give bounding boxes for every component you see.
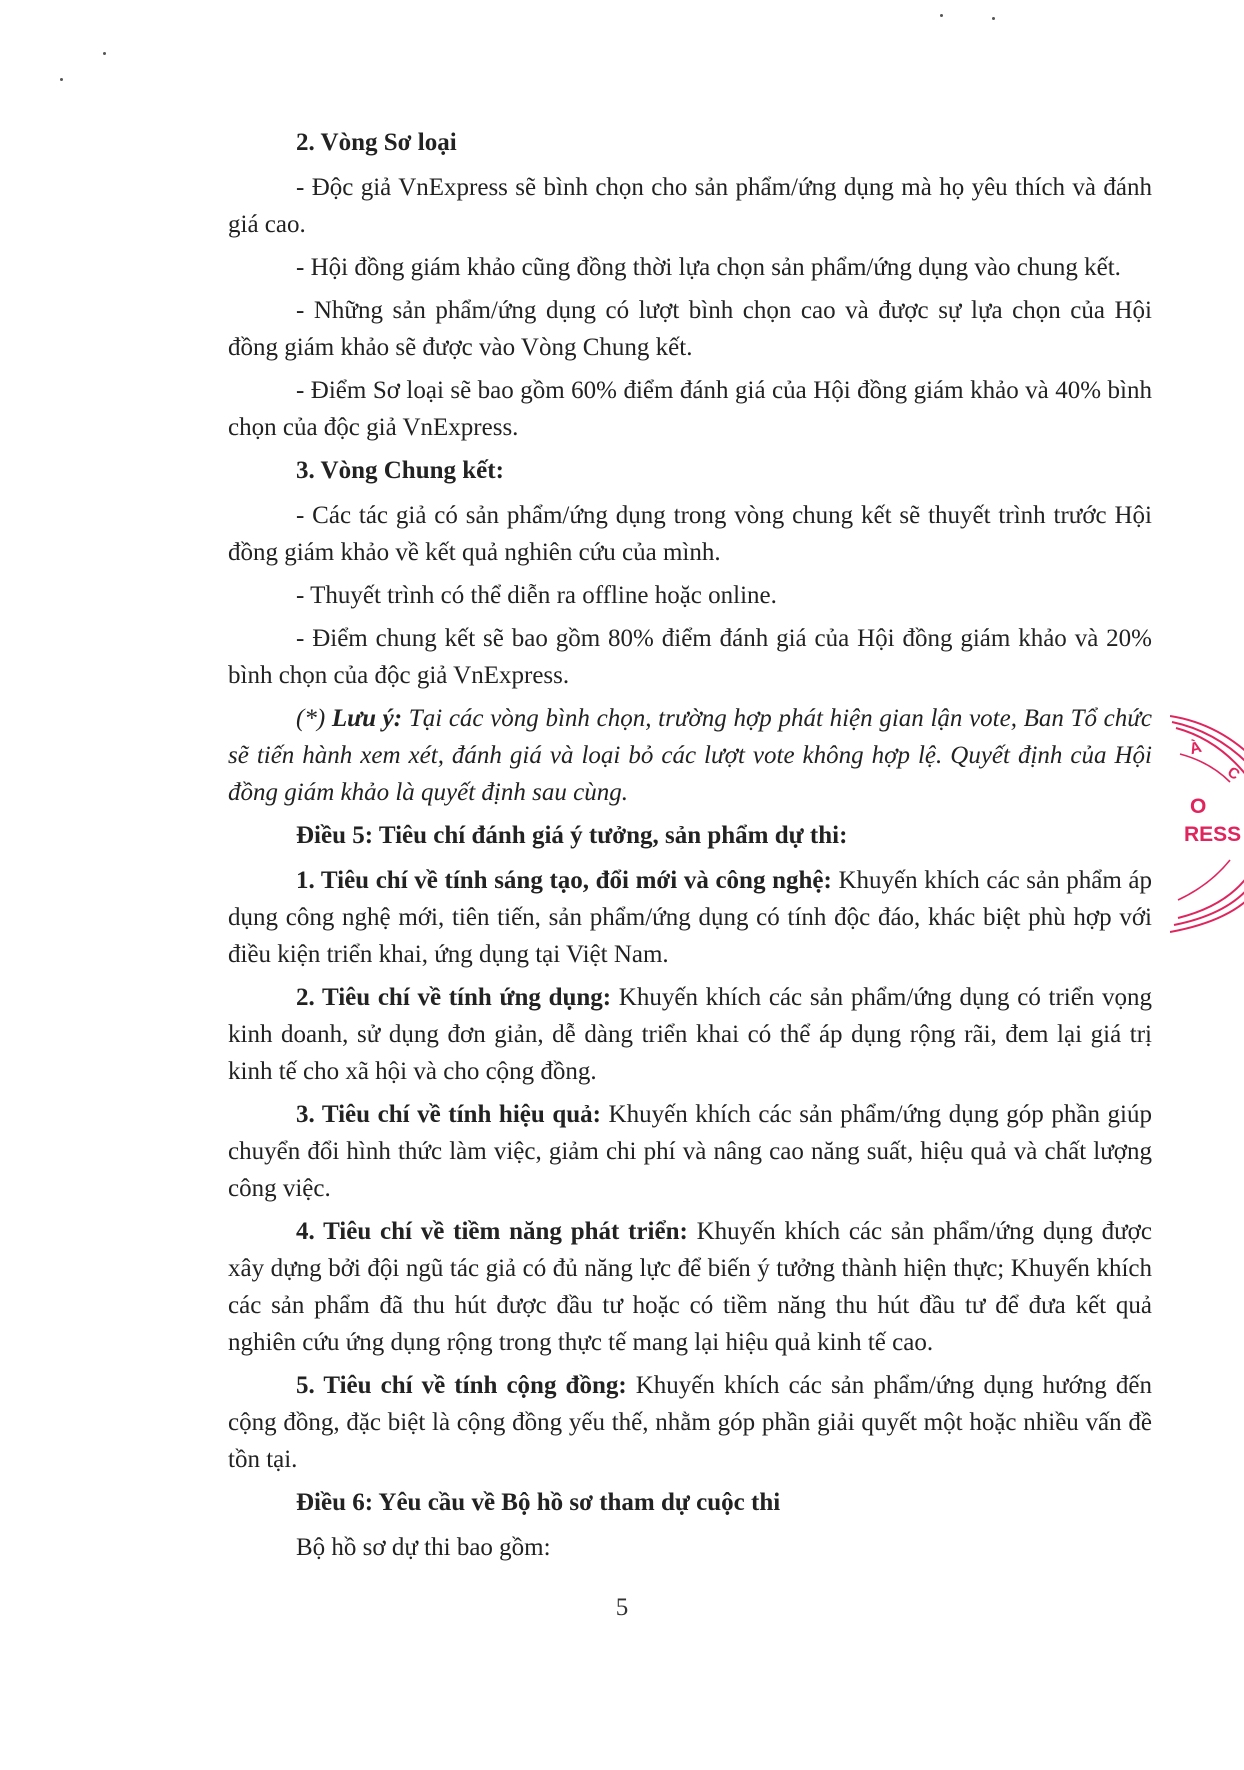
paragraph: - Hội đồng giám khảo cũng đồng thời lựa chọn sản phẩm/ứng dụng vào chung kết. — [296, 254, 1121, 281]
criterion-3 — [228, 1096, 1152, 1207]
criterion-title: 4. Tiêu chí về tiềm năng phát triển: — [296, 1218, 688, 1245]
stamp-letter: O — [1190, 795, 1207, 818]
criterion-title: 5. Tiêu chí về tính cộng đồng: — [296, 1372, 627, 1399]
stamp-letter: À — [1187, 738, 1204, 759]
note-lead: (*) — [296, 705, 332, 732]
heading-dieu-6: Điều 6: Yêu cầu về Bộ hồ sơ tham dự cuộc thi — [296, 1489, 781, 1516]
criterion-5 — [228, 1367, 1152, 1478]
heading-vong-so-loai: 2. Vòng Sơ loại — [296, 129, 457, 156]
heading-vong-chung-ket: 3. Vòng Chung kết: — [296, 457, 504, 484]
page-number: 5 — [615, 1594, 629, 1621]
criterion-4 — [228, 1213, 1152, 1361]
criterion-title: 1. Tiêu chí về tính sáng tạo, đổi mới và công nghệ: — [296, 867, 832, 894]
criterion-1 — [228, 862, 1152, 973]
stamp-word: RESS — [1184, 823, 1242, 846]
paragraph: - Độc giả VnExpress sẽ bình chọn cho sản phẩm/ứng dụng mà họ yêu thích và đánh giá cao. — [228, 174, 1152, 238]
paragraph: - Điểm chung kết sẽ bao gồm 80% điểm đánh giá của Hội đồng giám khảo và 20% bình chọn của độc giả VnExpress. — [228, 625, 1152, 689]
paragraph: - Các tác giả có sản phẩm/ứng dụng trong vòng chung kết sẽ thuyết trình trước Hội đồng giám khảo về kết quả nghiên cứu của mình. — [228, 502, 1152, 566]
scan-speck — [60, 78, 63, 81]
paragraph: Bộ hồ sơ dự thi bao gồm: — [296, 1534, 551, 1561]
scan-speck — [940, 14, 943, 17]
criterion-text: Khuyến khích các sản phẩm/ứng dụng có triển vọng kinh doanh, sử dụng đơn giản, dễ dàng triển khai có thể áp dụng rộng rãi, đem lại giá trị kinh tế cho xã hội và cho cộng đồng. — [228, 984, 1152, 1085]
red-stamp-partial — [1170, 710, 1244, 950]
heading-dieu-5: Điều 5: Tiêu chí đánh giá ý tưởng, sản phẩm dự thi: — [296, 822, 848, 849]
paragraph: - Điểm Sơ loại sẽ bao gồm 60% điểm đánh giá của Hội đồng giám khảo và 40% bình chọn của độc giả VnExpress. — [228, 377, 1152, 441]
note-text: Tại các vòng bình chọn, trường hợp phát hiện gian lận vote, Ban Tổ chức sẽ tiến hành xem xét, đánh giá và loại bỏ các lượt vote không hợp lệ. Quyết định của Hội đồng giám khảo là quyết định sau cùng. — [228, 705, 1153, 806]
scan-speck — [992, 17, 995, 20]
scan-speck — [103, 52, 106, 55]
note-label: Lưu ý: — [331, 705, 403, 732]
paragraph: - Thuyết trình có thể diễn ra offline hoặc online. — [296, 582, 777, 609]
criterion-title: 3. Tiêu chí về tính hiệu quả: — [296, 1101, 601, 1128]
document-body — [228, 124, 1152, 1572]
criterion-text: Khuyến khích các sản phẩm/ứng dụng góp phần giúp chuyển đổi hình thức làm việc, giảm chi phí và nâng cao năng suất, hiệu quả và chất lượng công việc. — [228, 1101, 1152, 1202]
paragraph: - Những sản phẩm/ứng dụng có lượt bình chọn cao và được sự lựa chọn của Hội đồng giám khảo sẽ được vào Vòng Chung kết. — [228, 297, 1152, 361]
criterion-text: Khuyến khích các sản phẩm/ứng dụng hướng đến cộng đồng, đặc biệt là cộng đồng yếu thế, nhằm góp phần giải quyết một hoặc nhiều vấn đề tồn tại. — [228, 1372, 1152, 1473]
criterion-title: 2. Tiêu chí về tính ứng dụng: — [296, 984, 612, 1011]
criterion-text: Khuyến khích các sản phẩm/ứng dụng được xây dựng bởi đội ngũ tác giả có đủ năng lực để biến ý tưởng thành hiện thực; Khuyến khích các sản phẩm đã thu hút được đầu tư hoặc có tiềm năng thu hút đầu tư để đưa kết quả nghiên cứu ứng dụng rộng trong thực tế mang lại hiệu quả kinh tế cao. — [228, 1218, 1152, 1356]
stamp-letter: C — [1224, 763, 1243, 784]
criterion-2 — [228, 979, 1152, 1090]
note-paragraph — [228, 700, 1152, 811]
criterion-text: Khuyến khích các sản phẩm áp dụng công nghệ mới, tiên tiến, sản phẩm/ứng dụng có tính độc đáo, khác biệt phù hợp với điều kiện triển khai, ứng dụng tại Việt Nam. — [228, 867, 1152, 968]
